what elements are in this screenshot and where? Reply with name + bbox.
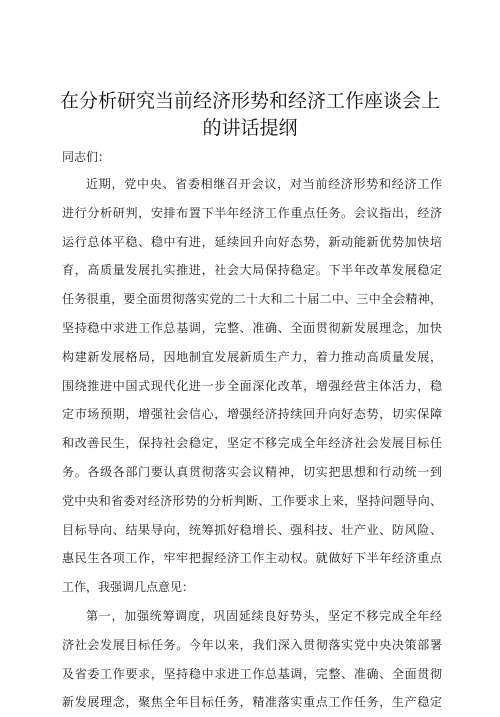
body-line: 定市场预期，增强社会信心，增强经济持续回升向好态势，切实保障 <box>62 407 442 422</box>
body-line: 构建新发展格局，因地制宜发展新质生产力，着力推动高质量发展， <box>62 349 442 364</box>
body-line: 近期，党中央、省委相继召开会议，对当前经济形势和经济工作 <box>86 177 442 191</box>
body-line: 务。各级各部门要认真贯彻落实会议精神，切实把思想和行动统一到 <box>62 464 442 479</box>
salutation: 同志们： <box>62 150 111 164</box>
title-line-1: 在分析研究当前经济形势和经济工作座谈会上 <box>59 90 440 112</box>
body-line: 围绕推进中国式现代化进一步全面深化改革，增强经营主体活力，稳 <box>62 378 442 393</box>
body-line: 进行分析研判，安排布置下半年经济工作重点任务。会议指出，经济 <box>62 205 442 220</box>
document-title <box>40 88 460 142</box>
body-line: 和改善民生，保持社会稳定，坚定不移完成全年经济社会发展目标任 <box>62 436 442 451</box>
body-line: 及省委工作要求，坚持稳中求进工作总基调，完整、准确、全面贯彻 <box>62 666 442 681</box>
title-line-2: 的讲话提纲 <box>202 117 298 139</box>
body-line: 目标导向、结果导向，统筹抓好稳增长、强科技、壮产业、防风险、 <box>62 522 442 537</box>
body-text <box>62 170 442 717</box>
body-line: 任务很重，要全面贯彻落实党的二十大和二十届二中、三中全会精神， <box>62 292 442 307</box>
body-line: 济社会发展目标任务。今年以来，我们深入贯彻落实党中央决策部署 <box>62 637 442 652</box>
body-line: 坚持稳中求进工作总基调，完整、准确、全面贯彻新发展理念，加快 <box>62 320 442 335</box>
body-line: 运行总体平稳、稳中有进，延续回升向好态势，新动能新优势加快培 <box>62 234 442 249</box>
body-line: 党中央和省委对经济形势的分析判断、工作要求上来，坚持问题导向、 <box>62 493 442 508</box>
body-line: 第一，加强统筹调度，巩固延续良好势头，坚定不移完成全年经 <box>86 608 442 623</box>
body-line: 工作，我强调几点意见： <box>62 580 195 595</box>
body-line: 育，高质量发展扎实推进，社会大局保持稳定。下半年改革发展稳定 <box>62 263 442 278</box>
body-line: 惠民生各项工作，牢牢把握经济工作主动权。就做好下半年经济重点 <box>62 551 442 566</box>
body-line: 新发展理念，聚焦全年目标任务，精准落实重点工作任务，生产稳定 <box>62 695 442 710</box>
